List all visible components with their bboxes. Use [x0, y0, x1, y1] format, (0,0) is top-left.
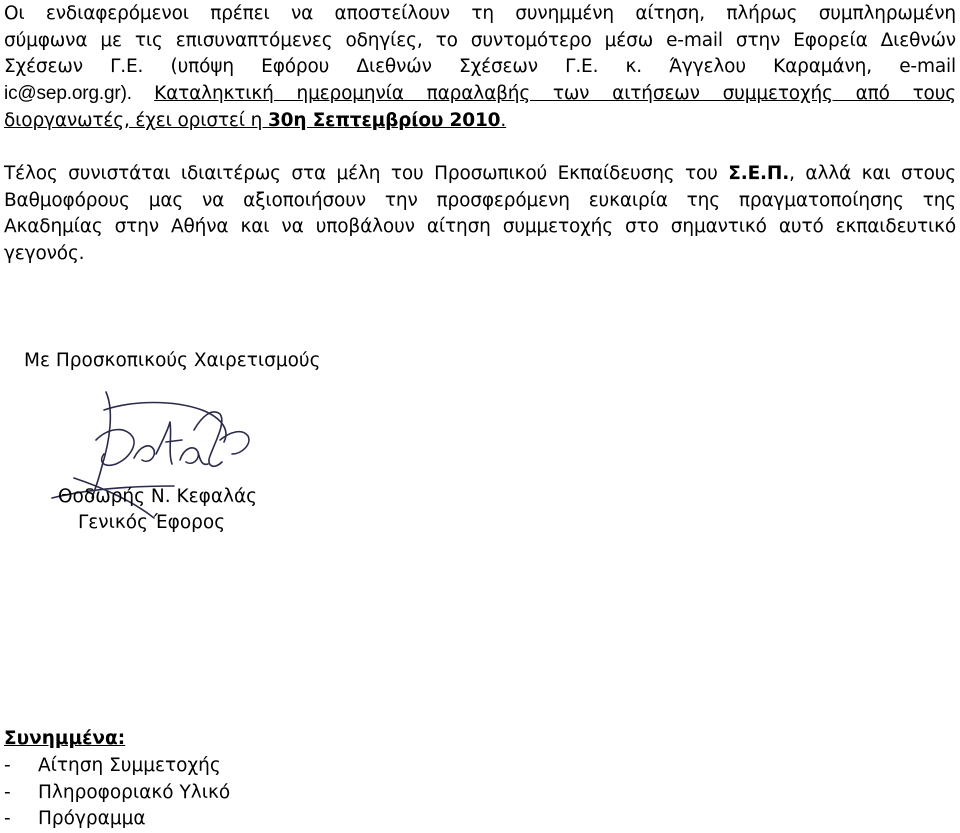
organization-abbreviation: Σ.Ε.Π.	[728, 163, 790, 184]
deadline-period: .	[500, 109, 507, 131]
deadline-notice-part-2: διοργανωτές, έχει οριστεί η	[4, 109, 268, 131]
list-item	[4, 753, 230, 780]
deadline-date: 30η Σεπτεμβρίου 2010	[267, 109, 501, 131]
list-dash: -	[4, 808, 11, 829]
instructions-line-2: σύμφωνα με τις επισυναπτόμενες οδηγίες, το συντομότερο μέσω e-mail στην Εφορεία Διεθνών	[4, 29, 956, 51]
recommendation-line-1-start: Τέλος συνιστάται ιδιαιτέρως στα μέλη του Προσωπικού Εκπαίδευσης του	[4, 163, 729, 184]
recommendation-paragraph	[4, 161, 956, 268]
instructions-line-4	[4, 81, 956, 108]
instructions-line-3-text: Σχέσεων Γ.Ε. (υπόψη Εφόρου Διεθνών Σχέσεων Γ.Ε. κ. Άγγελου Καραμάνη, e-mail	[4, 56, 956, 78]
attachments-list	[4, 753, 230, 833]
attachments-heading: Συνημμένα:	[4, 728, 126, 749]
deadline-notice-part-1: Καταληκτική ημερομηνία παραλαβής των αιτήσεων συμμετοχής από τους	[154, 83, 956, 105]
attachment-info-material: Πληροφοριακό Υλικό	[38, 781, 231, 803]
closing-greeting: Με Προσκοπικούς Χαιρετισμούς	[24, 350, 321, 371]
recommendation-line-1-end: , αλλά και στους	[789, 163, 956, 184]
signatory-title: Γενικός Έφορος	[78, 512, 226, 533]
instructions-line-5	[4, 108, 956, 135]
signatory-name: Θοδωρής Ν. Κεφαλάς	[58, 486, 258, 507]
recommendation-line-3: Ακαδημίας στην Αθήνα και να υποβάλουν αίτηση συμμετοχής στο σημαντικό αυτό εκπαιδευτικό	[4, 216, 956, 238]
attachment-program: Πρόγραμμα	[38, 808, 146, 829]
list-item	[4, 806, 230, 833]
attachment-application-form: Αίτηση Συμμετοχής	[38, 755, 221, 776]
instructions-line-1: Οι ενδιαφερόμενοι πρέπει να αποστείλουν τη συνημμένη αίτηση, πλήρως συμπληρωμένη	[4, 3, 956, 24]
list-dash: -	[4, 755, 11, 776]
recommendation-line-2: Βαθμοφόρους μας να αξιοποιήσουν την προσφερόμενη ευκαιρία της πραγματοποίησης της	[4, 189, 956, 211]
recommendation-line-4: γεγονός.	[4, 243, 85, 265]
recommendation-line-1	[4, 161, 956, 188]
list-dash: -	[4, 781, 11, 803]
instructions-line-3	[4, 54, 956, 81]
email-address: ic@sep.org.gr).	[4, 83, 155, 105]
list-item	[4, 780, 230, 807]
instructions-paragraph	[4, 1, 956, 135]
